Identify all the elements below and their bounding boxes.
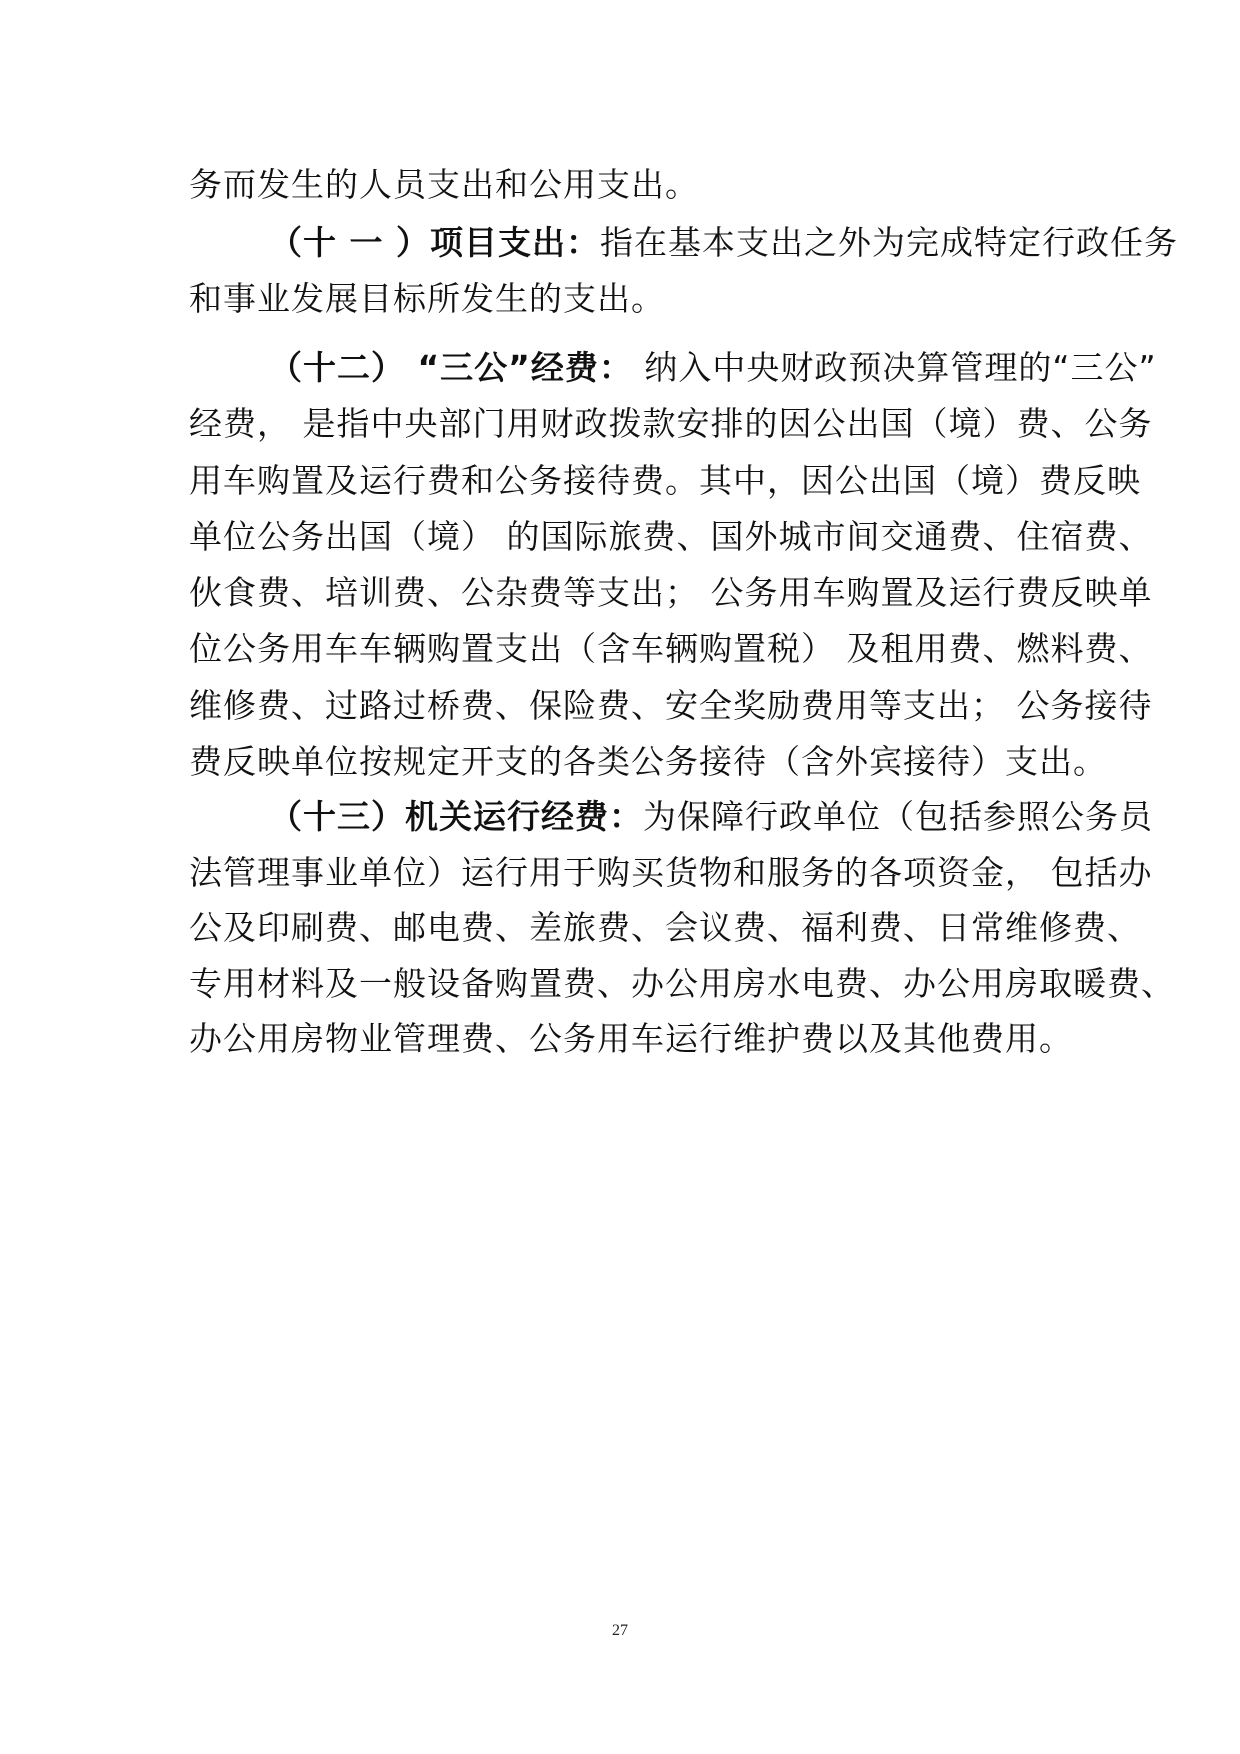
text-run: 指在基本支出之外为完成特定行政任务 [599, 223, 1178, 262]
text-line [189, 340, 1157, 396]
text-line: 专用材料及一般设备购置费、办公用房水电费、办公用房取暖费、 [189, 963, 1175, 1003]
text-line [189, 789, 1153, 845]
text-line: 公及印刷费、邮电费、差旅费、会议费、福利费、日常维修费、 [189, 908, 1141, 947]
text-line: 法管理事业单位）运行用于购买货物和服务的各项资金， 包括办 [189, 852, 1153, 892]
text-line [189, 215, 1178, 271]
text-run: 为保障行政单位（包括参照公务员 [643, 797, 1153, 836]
paragraph-heading: （十二） “三公”经费： [269, 348, 633, 387]
text-line: 经费， 是指中央部门用财政拨款安排的因公出国（境）费、公务 [189, 404, 1153, 444]
text-line: 单位公务出国（境） 的国际旅费、国外城市间交通费、住宿费、 [189, 516, 1153, 556]
page-number: 27 [612, 1622, 628, 1639]
paragraph-heading: （十三）机关运行经费： [269, 797, 643, 836]
paragraph-project-expenditure [189, 215, 1178, 327]
text-line: 维修费、过路过桥费、保险费、安全奖励费用等支出； 公务接待 [189, 685, 1153, 725]
text-line: 用车购置及运行费和公务接待费。其中，因公出国（境）费反映 [189, 460, 1141, 500]
paragraph-three-public-expenses [189, 340, 1157, 790]
paragraph-agency-operating-expenses [189, 789, 1175, 1067]
paragraph-continuation [189, 160, 1121, 210]
text-run: 纳入中央财政预决算管理的“三公” [632, 348, 1157, 387]
text-line: 办公用房物业管理费、公务用车运行维护费以及其他费用。 [189, 1019, 1073, 1058]
text-line: 费反映单位按规定开支的各类公务接待（含外宾接待）支出。 [189, 742, 1107, 782]
text-line: 位公务用车车辆购置支出（含车辆购置税） 及租用费、燃料费、 [189, 629, 1153, 669]
text-line: 务而发生的人员支出和公用支出。 [189, 165, 699, 204]
paragraph-heading: （十 一 ）项目支出： [269, 223, 600, 262]
text-line: 和事业发展目标所发生的支出。 [189, 279, 665, 318]
text-line: 伙食费、培训费、公杂费等支出； 公务用车购置及运行费反映单 [189, 573, 1153, 613]
